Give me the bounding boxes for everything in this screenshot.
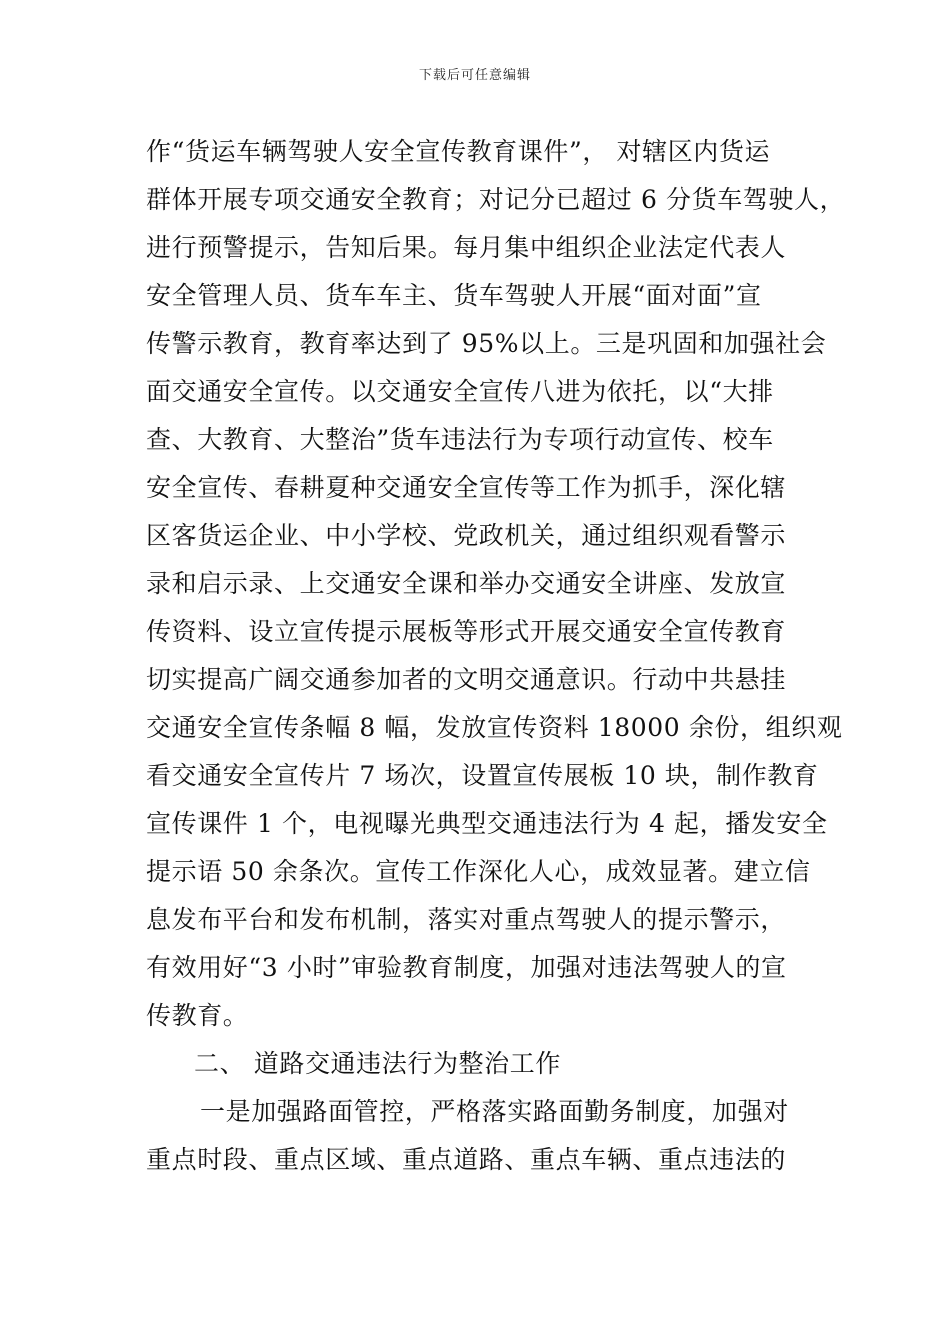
page-header: 下载后可任意编辑 [418,68,531,83]
text-line: 交通安全宣传条幅 8 幅，发放宣传资料 18000 余份，组织观 [146,713,843,742]
text-line: 息发布平台和发布机制，落实对重点驾驶人的提示警示， [146,905,787,934]
text-line: 群体开展专项交通安全教育；对记分已超过 6 分货车驾驶人， [146,185,846,214]
text-line: 宣传课件 1 个，电视曝光典型交通违法行为 4 起，播发安全 [146,809,828,838]
text-line: 传资料、设立宣传提示展板等形式开展交通安全宣传教育 [146,617,787,646]
text-line: 查、大教育、大整治”货车违法行为专项行动宣传、校车 [146,425,774,454]
document-body [146,128,846,1184]
section-heading: 二、 道路交通违法行为整治工作 [194,1049,561,1078]
text-line: 作“货运车辆驾驶人安全宣传教育课件”， 对辖区内货运 [146,137,771,166]
text-line: 面交通安全宣传。以交通安全宣传八进为依托，以“大排 [146,377,774,406]
text-line: 安全管理人员、货车车主、货车驾驶人开展“面对面”宣 [146,281,762,310]
text-line: 提示语 50 余条次。宣传工作深化人心，成效显著。建立信 [146,857,811,886]
text-line: 传教育。 [146,1001,249,1030]
text-line: 传警示教育，教育率达到了 95%以上。三是巩固和加强社会 [146,329,827,358]
text-line: 安全宣传、春耕夏种交通安全宣传等工作为抓手，深化辖 [146,473,787,502]
text-line: 一是加强路面管控，严格落实路面勤务制度，加强对 [200,1097,789,1126]
text-line: 重点时段、重点区域、重点道路、重点车辆、重点违法的 [146,1145,787,1174]
text-line: 看交通安全宣传片 7 场次，设置宣传展板 10 块，制作教育 [146,761,819,790]
text-line: 区客货运企业、中小学校、党政机关，通过组织观看警示 [146,521,787,550]
text-line: 进行预警提示，告知后果。每月集中组织企业法定代表人 [146,233,787,262]
text-line: 录和启示录、上交通安全课和举办交通安全讲座、发放宣 [146,569,787,598]
text-line: 有效用好“3 小时”审验教育制度，加强对违法驾驶人的宣 [146,953,787,982]
text-line: 切实提高广阔交通参加者的文明交通意识。行动中共悬挂 [146,665,787,694]
